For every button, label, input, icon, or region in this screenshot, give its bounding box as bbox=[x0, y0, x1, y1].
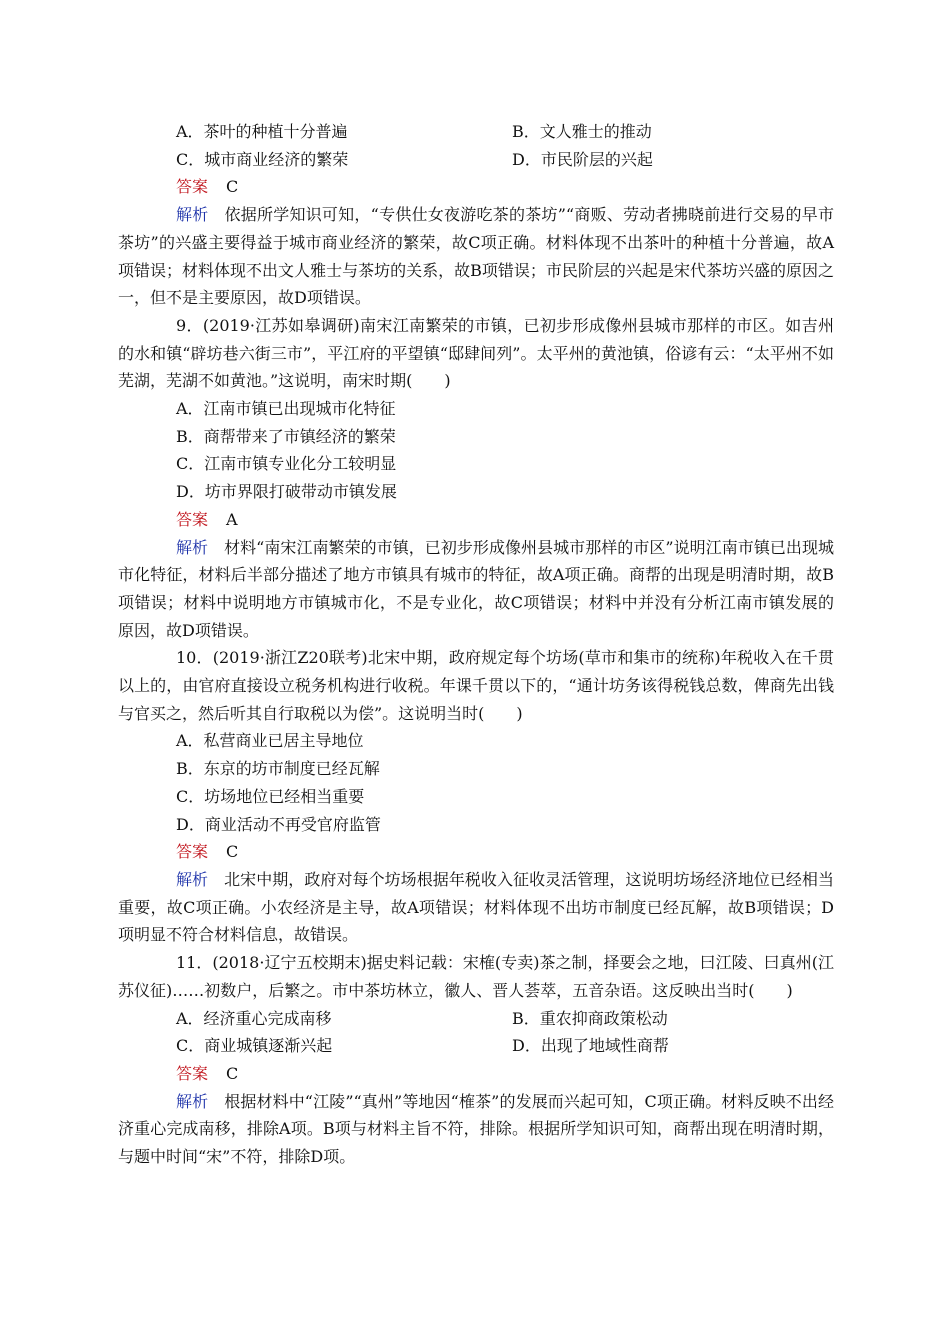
q10-stem: 10．(2019·浙江Z20联考)北宋中期，政府规定每个坊场(草市和集市的统称)年税收入在千贯以上的，由官府直接设立税务机构进行收税。年课千贯以下的，“通计坊务该得税钱总数，俾商先出钱与官买之，然后听其自行取税以为偿”。这说明当时( ) bbox=[118, 648, 834, 723]
explanation-text: 依据所学知识可知，“专供仕女夜游吃茶的茶坊”“商贩、劳动者拂晓前进行交易的早市茶坊”的兴盛主要得益于城市商业经济的繁荣，故C项正确。材料体现不出茶叶的种植十分普遍，故A项错误；材料体现不出文人雅士与茶坊的关系，故B项错误；市民阶层的兴起是宋代茶坊兴盛的原因之一，但不是主要原因，故D项错误。 bbox=[118, 205, 834, 308]
answer-label: 答案 bbox=[176, 177, 209, 197]
explanation-label: 解析 bbox=[176, 1091, 209, 1111]
answer-value: C bbox=[226, 177, 239, 197]
q9-option-a: A．江南市镇已出现城市化特征 bbox=[176, 399, 396, 419]
q9-option-b: B．商帮带来了市镇经济的繁荣 bbox=[176, 426, 396, 446]
q8-options-row-2 bbox=[118, 146, 834, 174]
q10-option-d: D．商业活动不再受官府监管 bbox=[176, 814, 381, 834]
explanation-label: 解析 bbox=[176, 537, 209, 557]
q11-stem: 11．(2018·辽宁五校期末)据史料记载：宋榷(专卖)茶之制，择要会之地，曰江陵、曰真州(江苏仪征)……初数户，后繁之。市中茶坊林立，徽人、晋人荟萃，五音杂语。这反映出当时( ) bbox=[118, 953, 834, 1000]
q10-option-c: C．坊场地位已经相当重要 bbox=[176, 786, 365, 806]
q8-option-a: A．茶叶的种植十分普遍 bbox=[176, 122, 348, 141]
q8-options-row-1 bbox=[118, 118, 834, 146]
q10-option-a: A．私营商业已居主导地位 bbox=[176, 731, 364, 751]
q9-stem: 9．(2019·江苏如皋调研)南宋江南繁荣的市镇，已初步形成像州县城市那样的市区。如吉州的水和镇“辟坊巷六街三市”，平江府的平望镇“邸肆间列”。太平州的黄池镇，俗谚有云：“太平州不如芜湖，芜湖不如黄池。”这说明，南宋时期( ) bbox=[118, 315, 834, 391]
answer-label: 答案 bbox=[176, 1063, 209, 1083]
q8-explanation bbox=[118, 201, 834, 312]
q10-option-b: B．东京的坊市制度已经瓦解 bbox=[176, 759, 380, 779]
q9-explanation bbox=[118, 534, 834, 645]
explanation-label: 解析 bbox=[176, 869, 209, 889]
q11-options-row-2 bbox=[118, 1032, 834, 1060]
answer-label: 答案 bbox=[176, 509, 209, 529]
explanation-label: 解析 bbox=[176, 205, 209, 225]
q10-answer bbox=[118, 838, 834, 866]
q11-option-d: D．出现了地域性商帮 bbox=[512, 1036, 669, 1056]
explanation-text: 材料“南宋江南繁荣的市镇，已初步形成像州县城市那样的市区”说明江南市镇已出现城市化特征，材料后半部分描述了地方市镇具有城市的特征，故A项正确。商帮的出现是明清时期，故B项错误；材料中说明地方市镇城市化，不是专业化，故C项错误；材料中并没有分析江南市镇发展的原因，故D项错误。 bbox=[118, 537, 834, 640]
explanation-text: 根据材料中“江陵”“真州”等地因“榷茶”的发展而兴起可知，C项正确。材料反映不出经济重心完成南移，排除A项。B项与材料主旨不符，排除。根据所学知识可知，商帮出现在明清时期，与题中时间“宋”不符，排除D项。 bbox=[118, 1091, 834, 1167]
q11-answer bbox=[118, 1060, 834, 1088]
q11-option-c: C．商业城镇逐渐兴起 bbox=[176, 1036, 333, 1056]
answer-value: C bbox=[226, 1063, 239, 1083]
q9-answer bbox=[118, 506, 834, 534]
explanation-text: 北宋中期，政府对每个坊场根据年税收入征收灵活管理，这说明坊场经济地位已经相当重要，故C项正确。小农经济是主导，故A项错误；材料体现不出坊市制度已经瓦解，故B项错误；D项明显不符合材料信息，故错误。 bbox=[118, 869, 834, 945]
answer-value: C bbox=[226, 842, 239, 862]
q11-explanation bbox=[118, 1088, 834, 1171]
q8-option-c: C．城市商业经济的繁荣 bbox=[176, 149, 349, 169]
document-page bbox=[118, 118, 834, 1171]
answer-value: A bbox=[226, 509, 238, 529]
q8-answer bbox=[118, 173, 834, 201]
q9-option-d: D．坊市界限打破带动市镇发展 bbox=[176, 482, 397, 502]
answer-label: 答案 bbox=[176, 842, 209, 862]
q8-option-b: B．文人雅士的推动 bbox=[512, 122, 652, 141]
q11-options-row-1 bbox=[118, 1005, 834, 1033]
q9-option-c: C．江南市镇专业化分工较明显 bbox=[176, 454, 397, 474]
q8-option-d: D．市民阶层的兴起 bbox=[512, 149, 653, 169]
q10-explanation bbox=[118, 866, 834, 949]
q11-option-b: B．重农抑商政策松动 bbox=[512, 1008, 668, 1028]
q11-option-a: A．经济重心完成南移 bbox=[176, 1008, 332, 1028]
